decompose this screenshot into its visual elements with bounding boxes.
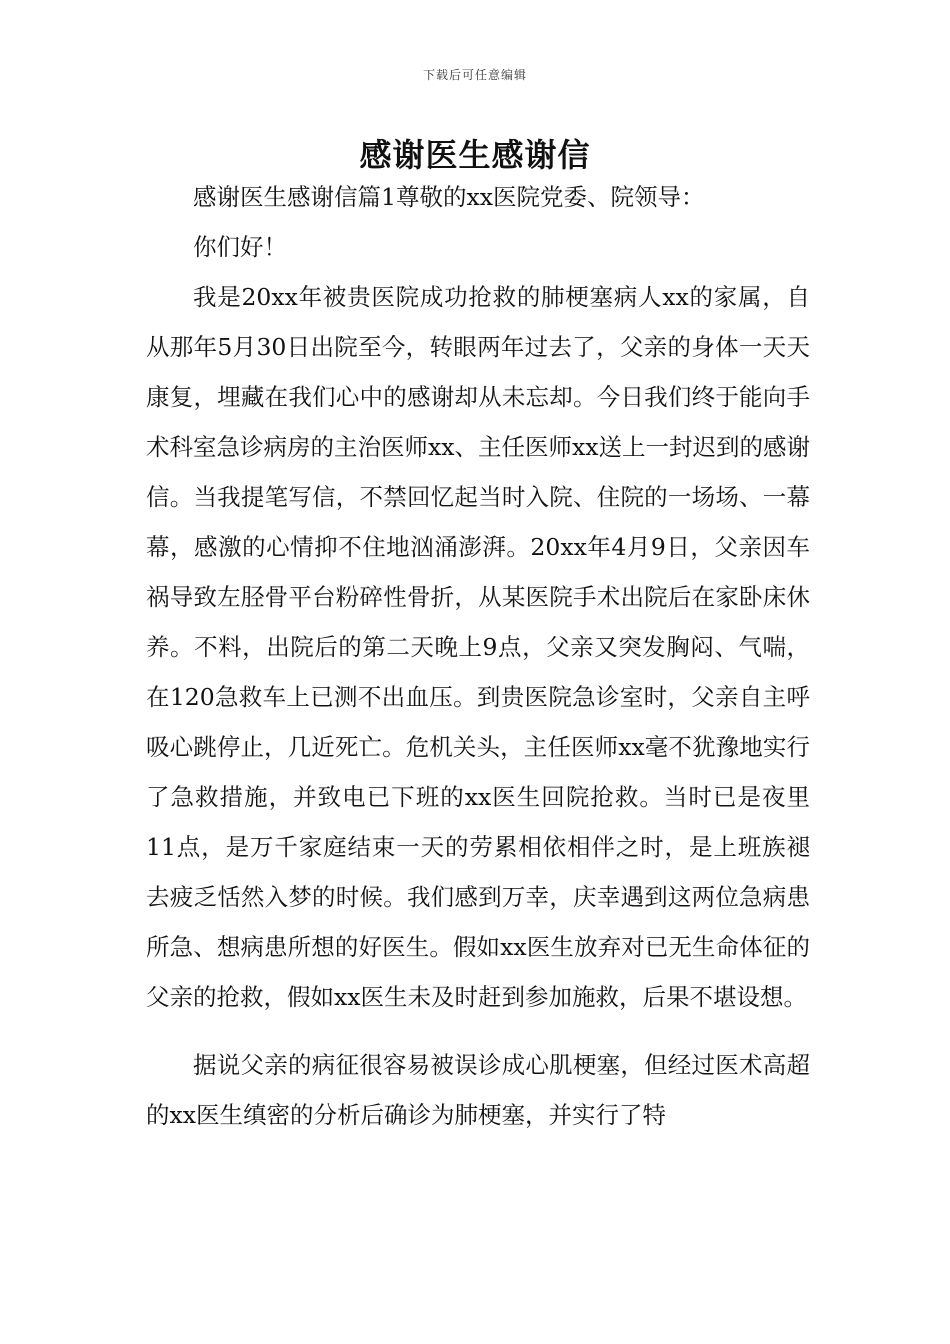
document-title: 感谢医生感谢信 — [359, 136, 591, 174]
document-body — [146, 172, 810, 1140]
salutation-paragraph: 感谢医生感谢信篇1尊敬的xx医院党委、院领导： — [193, 183, 705, 211]
body-paragraph: 我是20xx年被贵医院成功抢救的肺梗塞病人xx的家属，自从那年5月30日出院至今，转眼两年过去了，父亲的身体一天天康复，埋藏在我们心中的感谢却从未忘却。今日我们终于能向手术科室急诊病房的主治医师xx、主任医师xx送上一封迟到的感谢信。当我提笔写信，不禁回忆起当时入院、住院的一场场、一幕幕，感激的心情抑不住地汹涌澎湃。20xx年4月9日，父亲因车祸导致左胫骨平台粉碎性骨折，从某医院手术出院后在家卧床休养。不料，出院后的第二天晚上9点，父亲又突发胸闷、气喘，在120急救车上已测不出血压。到贵医院急诊室时，父亲自主呼吸心跳停止，几近死亡。危机关头，主任医师xx毫不犹豫地实行了急救措施，并致电已下班的xx医生回院抢救。当时已是夜里11点，是万千家庭结束一天的劳累相依相伴之时，是上班族褪去疲乏恬然入梦的时候。我们感到万幸，庆幸遇到这两位急病患所急、想病患所想的好医生。假如xx医生放弃对已无生命体征的父亲的抢救，假如xx医生未及时赶到参加施救，后果不堪设想。 — [146, 283, 811, 1011]
download-note: 下载后可任意编辑 — [422, 68, 527, 82]
body-paragraph: 据说父亲的病征很容易被误诊成心肌梗塞，但经过医术高超的xx医生缜密的分析后确诊为肺梗塞，并实行了特 — [146, 1051, 810, 1129]
greeting-paragraph: 你们好！ — [193, 233, 287, 261]
